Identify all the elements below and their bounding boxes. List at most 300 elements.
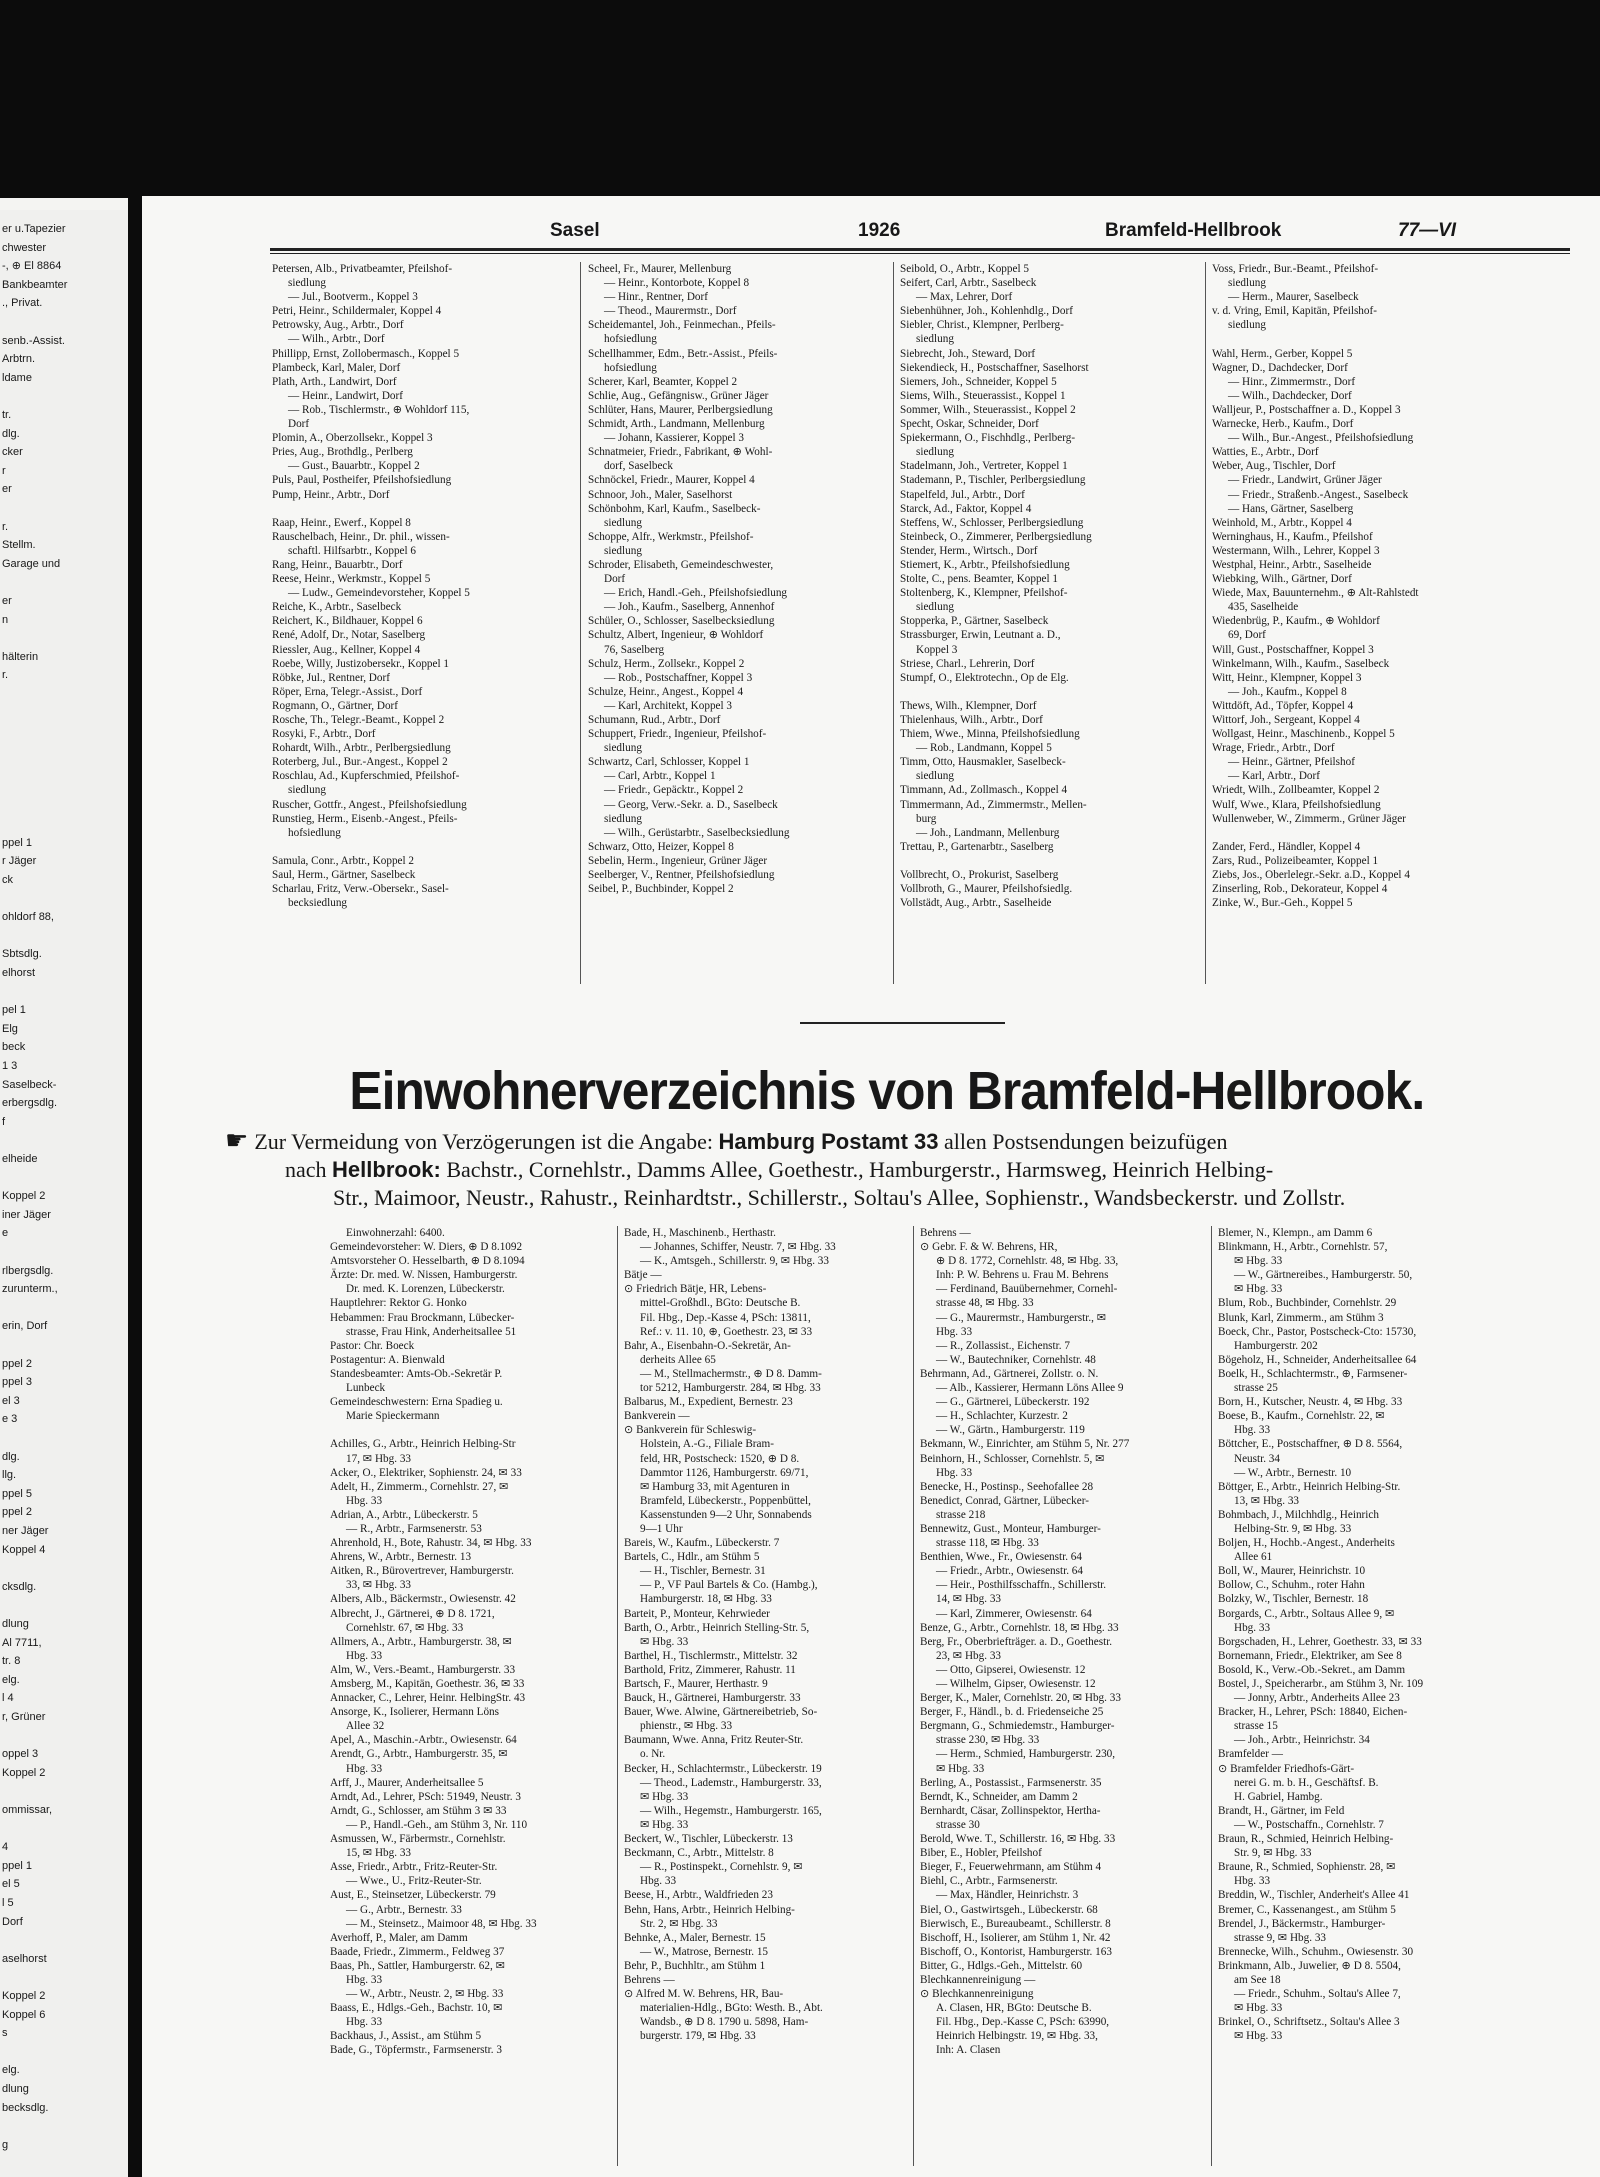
directory-entry: Berndt, K., Schneider, am Damm 2 xyxy=(920,1790,1078,1803)
directory-entry: Siemers, Joh., Schneider, Koppel 5 xyxy=(900,375,1057,388)
directory-entry: Averhoff, P., Maler, am Damm xyxy=(330,1931,468,1944)
directory-entry: — G., Gärtnerei, Lübeckerstr. 192 xyxy=(936,1396,1090,1409)
directory-entry: Schulz, Herm., Zollsekr., Koppel 2 xyxy=(588,657,745,670)
directory-entry: — R., Postinspekt., Cornehlstr. 9, ✉ xyxy=(640,1861,803,1874)
directory-entry: Schellhammer, Edm., Betr.-Assist., Pfeils- xyxy=(588,347,778,360)
directory-entry: Wrage, Friedr., Arbtr., Dorf xyxy=(1212,742,1335,755)
bottom-column-3 xyxy=(920,1226,1205,2166)
directory-entry: Acker, O., Elektriker, Sophienstr. 24, ✉ 33 xyxy=(330,1466,522,1479)
directory-entry: ✉ Hbg. 33 xyxy=(1234,2030,1283,2043)
directory-entry: Aitken, R., Bürovertrever, Hamburgerstr. xyxy=(330,1565,514,1578)
directory-entry: burg xyxy=(916,812,937,825)
directory-entry: siedlung xyxy=(604,742,642,755)
directory-entry: Timm, Otto, Hausmakler, Saselbeck- xyxy=(900,756,1066,769)
directory-entry: — W., Postschaffn., Cornehlstr. 7 xyxy=(1234,1818,1384,1831)
directory-entry: Aust, E., Steinsetzer, Lübeckerstr. 79 xyxy=(330,1889,496,1902)
directory-entry: Bierwisch, E., Bureaubeamt., Schillerstr. 8 xyxy=(920,1917,1111,1930)
directory-entry: Siebrecht, Joh., Steward, Dorf xyxy=(900,347,1036,360)
directory-entry: Plath, Arth., Landwirt, Dorf xyxy=(272,375,397,388)
directory-entry: — Rob., Landmann, Koppel 5 xyxy=(916,742,1052,755)
directory-entry: hofsiedlung xyxy=(288,826,341,839)
directory-entry: Neustr. 34 xyxy=(1234,1452,1280,1465)
directory-entry: 76, Saselberg xyxy=(604,643,665,656)
directory-entry: Petri, Heinr., Schildermaler, Koppel 4 xyxy=(272,305,442,318)
directory-entry: — Wwe., U., Fritz-Reuter-Str. xyxy=(346,1875,482,1888)
left-page-text: g xyxy=(2,2138,9,2151)
directory-entry: Amtsvorsteher O. Hesselbarth, ⊕ D 8.1094 xyxy=(330,1255,525,1268)
directory-entry: siedlung xyxy=(916,770,954,783)
directory-entry: Breddin, W., Tischler, Anderheit's Allee 41 xyxy=(1218,1889,1410,1902)
left-page-text: l 5 xyxy=(2,1897,14,1909)
directory-entry: Asmussen, W., Färbermstr., Cornehlstr. xyxy=(330,1833,506,1846)
directory-entry: Reiche, K., Arbtr., Saselbeck xyxy=(272,601,402,614)
directory-entry: Str. 9, ✉ Hbg. 33 xyxy=(1234,1847,1312,1860)
directory-entry: Str. 2, ✉ Hbg. 33 xyxy=(640,1917,718,1930)
directory-entry: A. Clasen, HR, BGto: Deutsche B. xyxy=(936,2002,1092,2015)
directory-entry: Siebler, Christ., Klempner, Perlberg- xyxy=(900,319,1064,332)
directory-entry: Heinrich Helbingstr. 19, ✉ Hbg. 33, xyxy=(936,2030,1098,2043)
directory-entry: René, Adolf, Dr., Notar, Saselberg xyxy=(272,629,426,642)
directory-entry: Barthold, Fritz, Zimmerer, Rahustr. 11 xyxy=(624,1663,796,1676)
directory-entry: Ahrens, W., Arbtr., Bernestr. 13 xyxy=(330,1551,472,1564)
directory-entry: — Johann, Kassierer, Koppel 3 xyxy=(604,432,744,445)
left-page-text: ppel 5 xyxy=(2,1487,32,1500)
directory-entry: tor 5212, Hamburgerstr. 284, ✉ Hbg. 33 xyxy=(640,1382,821,1395)
directory-entry: Stadelmann, Joh., Vertreter, Koppel 1 xyxy=(900,460,1068,473)
directory-entry: Berling, A., Postassist., Farmsenerstr. 35 xyxy=(920,1776,1102,1789)
directory-entry: phienstr., ✉ Hbg. 33 xyxy=(640,1720,733,1733)
directory-entry: Sebelin, Herm., Ingenieur, Grüner Jäger xyxy=(588,854,768,867)
directory-entry: Biber, E., Hobler, Pfeilshof xyxy=(920,1847,1042,1860)
directory-entry: Bracker, H., Lehrer, PSch: 18840, Eichen- xyxy=(1218,1706,1408,1719)
directory-entry: — W., Arbtr., Bernestr. 10 xyxy=(1234,1466,1352,1479)
directory-entry: Seibel, P., Buchbinder, Koppel 2 xyxy=(588,883,734,896)
directory-entry: Hamburgerstr. 18, ✉ Hbg. 33 xyxy=(640,1593,772,1606)
directory-entry: hofsiedlung xyxy=(604,333,657,346)
directory-entry xyxy=(900,685,1198,699)
directory-entry: Fil. Hbg., Dep.-Kasse 4, PSch: 13811, xyxy=(640,1311,811,1324)
directory-entry: Zinserling, Rob., Dekorateur, Koppel 4 xyxy=(1212,883,1388,896)
directory-entry: Roebe, Willy, Justizobersekr., Koppel 1 xyxy=(272,657,449,670)
directory-entry: ✉ Hbg. 33 xyxy=(1234,1255,1283,1268)
directory-entry: Biel, O., Gastwirtsgeh., Lübeckerstr. 68 xyxy=(920,1903,1098,1916)
directory-entry: Zander, Ferd., Händler, Koppel 4 xyxy=(1212,840,1361,853)
directory-entry: — Rob., Tischlermstr., ⊕ Wohldorf 115, xyxy=(288,403,470,416)
directory-entry: strasse 118, ✉ Hbg. 33 xyxy=(936,1537,1039,1550)
directory-entry: — Hans, Gärtner, Saselberg xyxy=(1228,502,1354,515)
left-page-text: erin, Dorf xyxy=(2,1320,48,1333)
directory-entry: Hbg. 33 xyxy=(1234,1875,1271,1888)
left-page-text: ppel 1 xyxy=(2,1859,32,1872)
directory-entry: Westphal, Heinr., Arbtr., Saselheide xyxy=(1212,558,1372,571)
left-page-text: er xyxy=(2,595,12,607)
left-page-text: tr. xyxy=(2,409,12,421)
directory-entry: Thiem, Wwe., Minna, Pfeilshofsiedlung xyxy=(900,728,1080,741)
top-column-4 xyxy=(1212,262,1512,984)
left-page-text: cker xyxy=(2,446,23,459)
directory-entry: Adelt, H., Zimmerm., Cornehlstr. 27, ✉ xyxy=(330,1480,509,1493)
notice-hellbrook: Hellbrook: xyxy=(332,1157,441,1182)
directory-entry: am See 18 xyxy=(1234,1973,1281,1986)
directory-entry xyxy=(272,502,572,516)
left-page-text: ner Jäger xyxy=(2,1525,49,1537)
directory-entry: 69, Dorf xyxy=(1228,629,1266,642)
directory-entry: 17, ✉ Hbg. 33 xyxy=(346,1452,412,1465)
directory-entry: Schnatmeier, Friedr., Fabrikant, ⊕ Wohl- xyxy=(588,446,773,459)
postal-notice xyxy=(225,1126,1500,1212)
directory-entry: Brendel, J., Bäckermstr., Hamburger- xyxy=(1218,1917,1386,1930)
directory-entry: Striese, Charl., Lehrerin, Dorf xyxy=(900,657,1035,670)
directory-entry: Hbg. 33 xyxy=(1234,1621,1271,1634)
directory-entry: — Joh., Arbtr., Heinrichstr. 34 xyxy=(1234,1734,1370,1747)
directory-entry: Wollgast, Heinr., Maschinenb., Koppel 5 xyxy=(1212,728,1395,741)
notice-text: nach xyxy=(285,1157,327,1182)
left-page-text: iner Jäger xyxy=(2,1208,51,1221)
directory-entry: Roschlau, Ad., Kupferschmied, Pfeilshof- xyxy=(272,770,460,783)
directory-entry: Zinke, W., Bur.-Geh., Koppel 5 xyxy=(1212,897,1353,910)
directory-entry: Werninghaus, H., Kaufm., Pfeilshof xyxy=(1212,530,1373,543)
directory-entry: — Wilh., Hegemstr., Hamburgerstr. 165, xyxy=(640,1804,822,1817)
directory-entry: siedlung xyxy=(916,601,954,614)
directory-entry: Holstein, A.-G., Filiale Bram- xyxy=(640,1438,774,1451)
left-page-text: chwester xyxy=(2,241,47,254)
directory-entry: ✉ Hamburg 33, mit Agenturen in xyxy=(640,1480,790,1493)
directory-entry: Behrens — xyxy=(920,1227,971,1239)
directory-entry: — W., Arbtr., Neustr. 2, ✉ Hbg. 33 xyxy=(346,1988,504,2001)
top-column-3 xyxy=(900,262,1198,984)
directory-entry: Siems, Wilh., Steuerassist., Koppel 1 xyxy=(900,389,1066,402)
directory-entry: Schüler, O., Schlosser, Saselbecksiedlung xyxy=(588,615,775,628)
directory-entry: — Karl, Arbtr., Dorf xyxy=(1228,770,1320,783)
directory-entry: derheits Allee 65 xyxy=(640,1353,716,1366)
directory-entry: Schulze, Heinr., Angest., Koppel 4 xyxy=(588,685,744,698)
left-page-text: l 4 xyxy=(2,1692,14,1705)
directory-entry: Stolte, C., pens. Beamter, Koppel 1 xyxy=(900,573,1059,586)
directory-entry: Bade, G., Töpfermstr., Farmsenerstr. 3 xyxy=(330,2044,502,2057)
directory-entry: — Theod., Maurermstr., Dorf xyxy=(604,305,737,318)
directory-entry: Scherer, Karl, Beamter, Koppel 2 xyxy=(588,375,738,388)
directory-entry: Vollbrecht, O., Prokurist, Saselberg xyxy=(900,869,1059,882)
directory-entry: — P., VF Paul Bartels & Co. (Hambg.), xyxy=(640,1579,818,1592)
left-page-text: Al 7711, xyxy=(2,1636,42,1649)
directory-entry: Beckmann, C., Arbtr., Mittelstr. 8 xyxy=(624,1847,774,1860)
directory-entry: Bade, H., Maschinenb., Herthastr. xyxy=(624,1227,776,1239)
directory-entry: Strassburger, Erwin, Leutnant a. D., xyxy=(900,629,1061,642)
directory-entry: Apel, A., Maschin.-Arbtr., Owiesenstr. 64 xyxy=(330,1734,517,1747)
directory-entry: Backhaus, J., Assist., am Stühm 5 xyxy=(330,2030,482,2043)
directory-entry: nerei G. m. b. H., Geschäftsf. B. xyxy=(1234,1776,1379,1789)
directory-entry: Blemer, N., Klempn., am Damm 6 xyxy=(1218,1227,1373,1239)
directory-entry: siedlung xyxy=(1228,319,1266,332)
directory-entry: Boelk, H., Schlachtermstr., ⊕, Farmsener- xyxy=(1218,1367,1408,1380)
directory-entry: Bramfeld, Lübeckerstr., Poppenbüttel, xyxy=(640,1494,811,1507)
directory-entry: — Johannes, Schiffer, Neustr. 7, ✉ Hbg. 33 xyxy=(640,1241,836,1254)
directory-entry: — K., Amtsgeh., Schillerstr. 9, ✉ Hbg. 33 xyxy=(640,1255,829,1268)
directory-entry: ⊙ Gebr. F. & W. Behrens, HR, xyxy=(920,1241,1058,1254)
directory-entry: — W., Gärtn., Hamburgerstr. 119 xyxy=(936,1424,1085,1437)
directory-entry: strasse 218 xyxy=(936,1508,986,1521)
left-page-text: elheide xyxy=(2,1153,38,1165)
directory-entry: Bankverein — xyxy=(624,1410,690,1423)
directory-entry: Seifert, Carl, Arbtr., Saselbeck xyxy=(900,277,1037,290)
directory-entry: Hebammen: Frau Brockmann, Lübecker- xyxy=(330,1311,515,1324)
directory-entry: strasse 230, ✉ Hbg. 33 xyxy=(936,1734,1040,1747)
left-page-text: tr. 8 xyxy=(2,1655,21,1668)
directory-entry: Postagentur: A. Bienwald xyxy=(330,1353,445,1366)
directory-entry: Stademann, P., Tischler, Perlbergsiedlung xyxy=(900,474,1086,487)
directory-entry: Marie Spieckermann xyxy=(346,1410,440,1423)
left-page-text: dlung xyxy=(2,1618,29,1630)
directory-entry: Albers, Alb., Bäckermstr., Owiesenstr. 42 xyxy=(330,1593,516,1606)
directory-entry: — Erich, Handl.-Geh., Pfeilshofsiedlung xyxy=(604,587,788,600)
directory-entry: Weber, Aug., Tischler, Dorf xyxy=(1212,460,1336,473)
directory-entry: Stopperka, P., Gärtner, Saselbeck xyxy=(900,615,1049,628)
directory-entry: Stoltenberg, K., Klempner, Pfeilshof- xyxy=(900,587,1068,600)
directory-entry: Schroder, Elisabeth, Gemeindeschwester, xyxy=(588,558,774,571)
directory-entry: Alm, W., Vers.-Beamt., Hamburgerstr. 33 xyxy=(330,1663,516,1676)
directory-entry: — Max, Händler, Heinrichstr. 3 xyxy=(936,1889,1079,1902)
directory-entry: Thielenhaus, Wilh., Arbtr., Dorf xyxy=(900,714,1043,726)
directory-entry: Zars, Rud., Polizeibeamter, Koppel 1 xyxy=(1212,854,1379,867)
left-page-text: Elg xyxy=(2,1022,18,1035)
directory-entry: 15, ✉ Hbg. 33 xyxy=(346,1847,412,1860)
left-page-text: ppel 2 xyxy=(2,1506,32,1519)
directory-entry: Blechkannenreinigung — xyxy=(920,1973,1036,1986)
directory-entry: siedlung xyxy=(916,446,954,459)
directory-entry: Witt, Heinr., Klempner, Koppel 3 xyxy=(1212,671,1362,684)
directory-entry: Wiebking, Wilh., Gärtner, Dorf xyxy=(1212,573,1352,586)
directory-entry: Schnoor, Joh., Maler, Saselhorst xyxy=(588,488,733,501)
directory-entry: — Hinr., Rentner, Dorf xyxy=(604,291,708,304)
directory-entry: Wullenweber, W., Zimmerm., Grüner Jäger xyxy=(1212,812,1406,825)
directory-entry: — Rob., Postschaffner, Koppel 3 xyxy=(604,671,753,684)
column-divider xyxy=(913,1226,914,2166)
directory-entry: — Heir., Posthilfsschaffn., Schillerstr. xyxy=(936,1579,1107,1592)
directory-entry: — Ludw., Gemeindevorsteher, Koppel 5 xyxy=(288,587,470,600)
directory-entry: Borgards, C., Arbtr., Soltaus Allee 9, ✉ xyxy=(1218,1607,1395,1620)
directory-entry: — Georg, Verw.-Sekr. a. D., Saselbeck xyxy=(604,798,778,811)
left-page-text: 4 xyxy=(2,1841,9,1854)
directory-entry: Adrian, A., Arbtr., Lübeckerstr. 5 xyxy=(330,1508,478,1521)
directory-entry: Wriedt, Wilh., Zollbeamter, Koppel 2 xyxy=(1212,784,1380,797)
directory-entry: Ärzte: Dr. med. W. Nissen, Hamburgerstr. xyxy=(330,1269,518,1282)
directory-entry: Riessler, Aug., Kellner, Koppel 4 xyxy=(272,643,421,656)
directory-entry: ✉ Hbg. 33 xyxy=(640,1635,689,1648)
directory-entry: — Alb., Kassierer, Hermann Löns Allee 9 xyxy=(936,1382,1124,1395)
directory-entry: — Joh., Kaufm., Saselberg, Annenhof xyxy=(604,601,775,614)
directory-entry: Wandsb., ⊕ D 8. 1790 u. 5898, Ham- xyxy=(640,2016,809,2029)
directory-entry: Scheidemantel, Joh., Feinmechan., Pfeils- xyxy=(588,319,776,332)
directory-entry: ⊙ Bankverein für Schleswig- xyxy=(624,1424,757,1437)
directory-entry: Bennewitz, Gust., Monteur, Hamburger- xyxy=(920,1522,1101,1535)
header-rule xyxy=(270,248,1570,251)
directory-entry: Allee 61 xyxy=(1234,1551,1273,1564)
left-page-text: aselhorst xyxy=(2,1952,47,1965)
directory-entry: 23, ✉ Hbg. 33 xyxy=(936,1649,1002,1662)
directory-entry: Cornehlstr. 67, ✉ Hbg. 33 xyxy=(346,1621,464,1634)
directory-entry: Blinkmann, H., Arbtr., Cornehlstr. 57, xyxy=(1218,1241,1388,1254)
directory-entry: Berold, Wwe. T., Schillerstr. 16, ✉ Hbg. 33 xyxy=(920,1833,1116,1846)
directory-entry: — Heinr., Landwirt, Dorf xyxy=(288,389,403,402)
directory-entry: strasse 25 xyxy=(1234,1382,1278,1395)
bottom-column-2 xyxy=(624,1226,907,2166)
directory-entry: feld, HR, Postscheck: 1520, ⊕ D 8. xyxy=(640,1452,800,1465)
directory-entry: Barteit, P., Monteur, Kehrwieder xyxy=(624,1607,770,1620)
directory-entry: Dammtor 1126, Hamburgerstr. 69/71, xyxy=(640,1466,809,1479)
directory-entry: — Jonny, Arbtr., Anderheits Allee 23 xyxy=(1234,1692,1400,1705)
directory-entry: Scheel, Fr., Maurer, Mellenburg xyxy=(588,263,732,275)
directory-entry: Stender, Herm., Wirtsch., Dorf xyxy=(900,544,1038,557)
column-divider xyxy=(617,1226,618,2166)
directory-entry: — Wilh., Bur.-Angest., Pfeilshofsiedlung xyxy=(1228,432,1414,445)
directory-entry: ✉ Hbg. 33 xyxy=(936,1762,985,1775)
directory-entry: — P., Handl.-Geh., am Stühm 3, Nr. 110 xyxy=(346,1818,528,1831)
directory-entry: Bekmann, W., Einrichter, am Stühm 5, Nr. 277 xyxy=(920,1438,1130,1451)
directory-entry: — Jul., Bootverm., Koppel 3 xyxy=(288,291,418,304)
directory-entry: — R., Zollassist., Eichenstr. 7 xyxy=(936,1339,1070,1352)
directory-entry: Balbarus, M., Expedient, Bernestr. 23 xyxy=(624,1396,793,1409)
directory-entry: Baass, E., Hdlgs.-Geh., Bachstr. 10, ✉ xyxy=(330,2002,503,2015)
directory-entry: Boll, W., Maurer, Heinrichstr. 10 xyxy=(1218,1565,1366,1578)
left-page-text: cksdlg. xyxy=(2,1580,37,1593)
directory-entry: Biehl, C., Arbtr., Farmsenerstr. xyxy=(920,1875,1058,1888)
left-page-text: ck xyxy=(2,874,13,886)
left-page-text: er u.Tapezier xyxy=(2,223,66,235)
directory-entry: Schönbohm, Karl, Kaufm., Saselbeck- xyxy=(588,502,761,515)
notice-line-1 xyxy=(225,1127,1500,1156)
directory-entry: Stapelfeld, Jul., Arbtr., Dorf xyxy=(900,488,1025,501)
directory-entry: — H., Tischler, Bernestr. 31 xyxy=(640,1565,766,1578)
directory-entry: schaftl. Hilfsarbtr., Koppel 6 xyxy=(288,544,417,557)
directory-entry: — Ferdinand, Bauübernehmer, Cornehl- xyxy=(936,1283,1118,1296)
left-page-text: Koppel 2 xyxy=(2,1990,46,2002)
left-page-text: erbergsdlg. xyxy=(2,1097,58,1110)
directory-entry: Röbke, Jul., Rentner, Dorf xyxy=(272,671,390,684)
directory-entry: Wiede, Max, Bauunternehm., ⊕ Alt-Rahlstedt xyxy=(1212,587,1419,600)
left-page-text: Koppel 4 xyxy=(2,1543,46,1556)
directory-entry: Ansorge, K., Isolierer, Hermann Löns xyxy=(330,1706,499,1719)
directory-entry: — W., Gärtnereibes., Hamburgerstr. 50, xyxy=(1234,1269,1413,1282)
directory-entry: Stiemert, K., Arbtr., Pfeilshofsiedlung xyxy=(900,558,1070,571)
directory-entry: ✉ Hbg. 33 xyxy=(640,1818,689,1831)
directory-entry: — Wilhelm, Gipser, Owiesenstr. 12 xyxy=(936,1678,1096,1690)
header-rule-thin xyxy=(270,253,1570,254)
directory-entry: Baade, Friedr., Zimmerm., Feldweg 37 xyxy=(330,1945,505,1958)
directory-entry: Barth, O., Arbtr., Heinrich Stelling-Str. 5, xyxy=(624,1621,810,1634)
directory-entry: Bornemann, Friedr., Elektriker, am See 8 xyxy=(1218,1649,1402,1662)
directory-entry: Blunk, Karl, Zimmerm., am Stühm 3 xyxy=(1218,1311,1384,1324)
directory-entry: Vollstädt, Aug., Arbtr., Saselheide xyxy=(900,897,1052,910)
directory-entry: 33, ✉ Hbg. 33 xyxy=(346,1579,412,1592)
directory-entry: — W., Matrose, Bernestr. 15 xyxy=(640,1945,769,1958)
directory-entry: Brinkel, O., Schriftsetz., Soltau's Allee 3 xyxy=(1218,2016,1400,2029)
directory-entry: Standesbeamter: Amts-Ob.-Sekretär P. xyxy=(330,1367,503,1380)
left-page-text: rlbergsdlg. xyxy=(2,1264,54,1277)
left-page-text: ommissar, xyxy=(2,1804,53,1816)
directory-entry: Rosche, Th., Telegr.-Beamt., Koppel 2 xyxy=(272,714,445,726)
notice-line-2 xyxy=(285,1156,1500,1184)
directory-entry: Becker, H., Schlachtermstr., Lübeckerstr. 19 xyxy=(624,1762,822,1775)
directory-entry: — Gust., Bauarbtr., Koppel 2 xyxy=(288,460,420,473)
directory-entry: 9—1 Uhr xyxy=(640,1522,683,1535)
directory-entry: — Hinr., Zimmermstr., Dorf xyxy=(1228,375,1356,388)
directory-entry: Wahl, Herm., Gerber, Koppel 5 xyxy=(1212,347,1353,360)
directory-entry: burgerstr. 179, ✉ Hbg. 33 xyxy=(640,2030,756,2043)
directory-entry: Böttcher, E., Postschaffner, ⊕ D 8. 5564, xyxy=(1218,1438,1403,1451)
notice-postamt: Hamburg Postamt 33 xyxy=(718,1129,939,1154)
directory-entry: Samula, Conr., Arbtr., Koppel 2 xyxy=(272,854,415,867)
directory-entry: Reese, Heinr., Werkmstr., Koppel 5 xyxy=(272,573,431,586)
directory-entry: siedlung xyxy=(604,516,642,529)
directory-entry: Berger, F., Händl., b. d. Friedenseiche 25 xyxy=(920,1706,1104,1719)
directory-entry: ✉ Hbg. 33 xyxy=(640,1790,689,1803)
directory-entry: — Friedr., Arbtr., Owiesenstr. 64 xyxy=(936,1565,1083,1578)
left-page-text: e 3 xyxy=(2,1413,18,1426)
directory-entry: Baumann, Wwe. Anna, Fritz Reuter-Str. xyxy=(624,1734,804,1747)
directory-entry: 435, Saselheide xyxy=(1228,601,1299,614)
directory-entry: Wiedenbrüg, P., Kaufm., ⊕ Wohldorf xyxy=(1212,615,1380,628)
directory-entry: Benedict, Conrad, Gärtner, Lübecker- xyxy=(920,1494,1089,1507)
directory-entry: Bischoff, H., Isolierer, am Stühm 1, Nr. 42 xyxy=(920,1931,1111,1944)
directory-entry: — M., Steinsetz., Maimoor 48, ✉ Hbg. 33 xyxy=(346,1917,537,1930)
directory-entry: Timmermann, Ad., Zimmermstr., Mellen- xyxy=(900,798,1087,811)
left-page-text: elg. xyxy=(2,1673,20,1686)
left-page-text: 1 3 xyxy=(2,1060,18,1072)
directory-entry: Fil. Hbg., Dep.-Kasse C, PSch: 63990, xyxy=(936,2016,1110,2029)
directory-entry: Benecke, H., Postinsp., Seehofallee 28 xyxy=(920,1480,1094,1493)
left-page-text: r Jäger xyxy=(2,855,37,868)
pointing-hand-icon: ☛ xyxy=(225,1126,249,1155)
left-page-text: dlg. xyxy=(2,427,20,440)
directory-entry: siedlung xyxy=(604,544,642,557)
directory-entry: Bohmbach, J., Milchhdlg., Heinrich xyxy=(1218,1508,1379,1521)
directory-entry: Specht, Oskar, Schneider, Dorf xyxy=(900,418,1039,431)
directory-entry: Gemeindevorsteher: W. Diers, ⊕ D 8.1092 xyxy=(330,1241,523,1254)
directory-entry: Wulf, Wwe., Klara, Pfeilshofsiedlung xyxy=(1212,798,1381,811)
left-page-text: el 3 xyxy=(2,1394,20,1407)
left-page-text: el 5 xyxy=(2,1878,20,1891)
directory-entry: — H., Schlachter, Kurzestr. 2 xyxy=(936,1410,1068,1423)
directory-entry: Bernhardt, Cäsar, Zollinspektor, Hertha- xyxy=(920,1804,1101,1817)
directory-entry: Reichert, K., Bildhauer, Koppel 6 xyxy=(272,615,423,628)
directory-entry: Winkelmann, Wilh., Kaufm., Saselbeck xyxy=(1212,657,1390,670)
directory-entry: Schoppe, Alfr., Werkmstr., Pfeilshof- xyxy=(588,530,754,543)
directory-entry: Siekendieck, H., Postschaffner, Saselhorst xyxy=(900,361,1089,374)
directory-entry: Bareis, W., Kaufm., Lübeckerstr. 7 xyxy=(624,1537,780,1550)
directory-entry: Ruscher, Gottfr., Angest., Pfeilshofsiedlung xyxy=(272,798,467,811)
directory-entry: — Friedr., Landwirt, Grüner Jäger xyxy=(1228,474,1382,487)
directory-entry: Will, Gust., Postschaffner, Koppel 3 xyxy=(1212,643,1374,656)
directory-entry: — Herm., Schmied, Hamburgerstr. 230, xyxy=(936,1748,1116,1761)
directory-entry: Hbg. 33 xyxy=(346,1649,383,1662)
directory-entry: Hbg. 33 xyxy=(936,1325,973,1338)
directory-entry: Hbg. 33 xyxy=(346,2016,383,2029)
directory-entry: Bartels, C., Hdlr., am Stühm 5 xyxy=(624,1551,760,1564)
left-page-text: ., Privat. xyxy=(2,297,43,310)
directory-entry: — Wilh., Gerüstarbtr., Saselbecksiedlung xyxy=(604,826,790,839)
column-divider xyxy=(893,262,894,984)
directory-entry: Inh: A. Clasen xyxy=(936,2044,1001,2057)
left-page-text: oppel 3 xyxy=(2,1748,39,1761)
directory-entry: Lunbeck xyxy=(346,1382,386,1395)
section-separator xyxy=(800,1022,1005,1024)
directory-entry: Koppel 3 xyxy=(916,643,958,656)
directory-entry: Trettau, P., Gartenarbtr., Saselberg xyxy=(900,840,1054,853)
directory-entry: Beinhorn, H., Schlosser, Cornehlstr. 5, ✉ xyxy=(920,1452,1105,1465)
directory-entry: Starck, Ad., Faktor, Koppel 4 xyxy=(900,502,1032,515)
directory-entry: Kassenstunden 9—2 Uhr, Sonnabends xyxy=(640,1508,812,1521)
directory-entry: Bostel, J., Speicherarbr., am Stühm 3, Nr. 109 xyxy=(1218,1678,1424,1690)
